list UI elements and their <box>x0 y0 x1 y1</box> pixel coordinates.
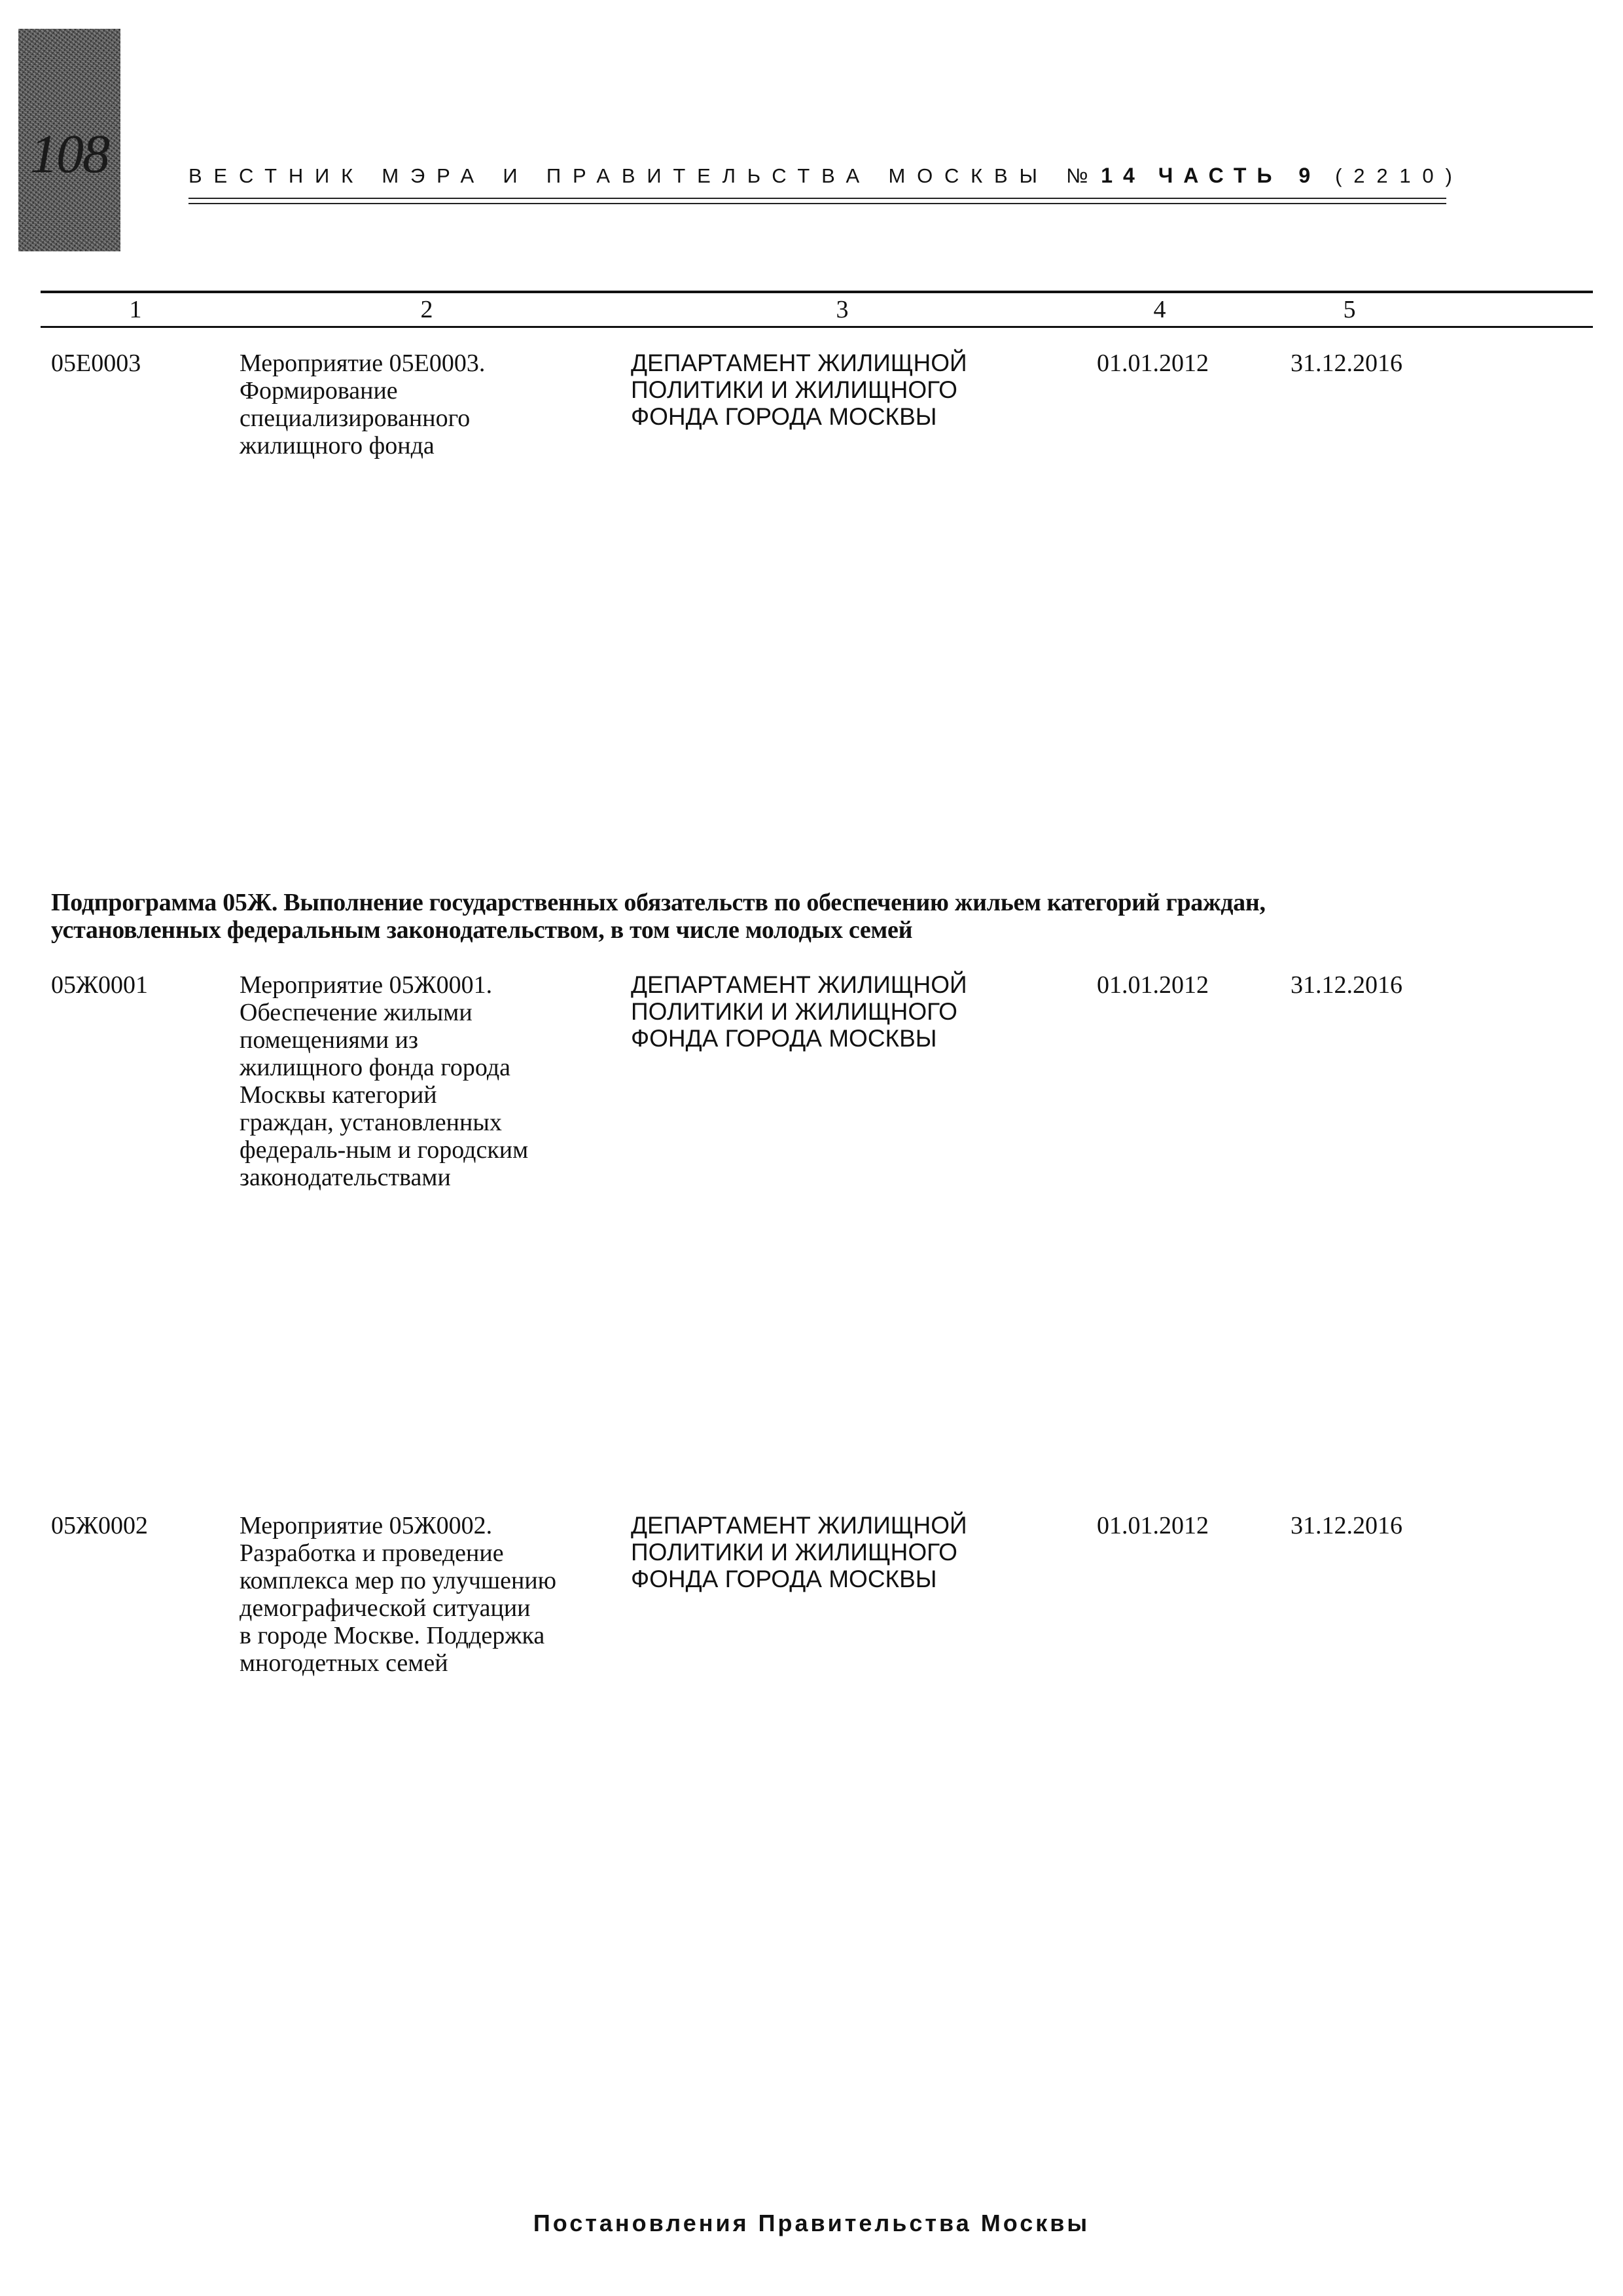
header-divider-second <box>188 203 1446 204</box>
row-end-date: 31.12.2016 <box>1291 350 1402 377</box>
running-title <box>188 164 1464 194</box>
row-activity-name: Мероприятие 05Ж0002. Разработка и проведение комплекса мер по улучшению демографической ситуации в городе Москве. Поддержка многодетных семей <box>240 1512 557 1677</box>
total-issue-number: (2210) <box>1335 164 1464 187</box>
page-number: 108 <box>30 124 109 185</box>
row-start-date: 01.01.2012 <box>1097 350 1209 377</box>
table-header-rule <box>41 326 1593 328</box>
column-header-3: 3 <box>836 296 849 323</box>
row-executor: ДЕПАРТАМЕНТ ЖИЛИЩНОЙ ПОЛИТИКИ И ЖИЛИЩНОГО ФОНДА ГОРОДА МОСКВЫ <box>631 971 967 1052</box>
publication-title: ВЕСТНИК МЭРА И ПРАВИТЕЛЬСТВА МОСКВЫ № <box>188 164 1100 187</box>
row-code: 05Ж0002 <box>51 1512 149 1539</box>
column-header-1: 1 <box>129 296 142 323</box>
row-start-date: 01.01.2012 <box>1097 1512 1209 1539</box>
column-header-4: 4 <box>1153 296 1166 323</box>
header-divider <box>188 198 1446 199</box>
issue-number: 14 <box>1101 164 1145 187</box>
row-start-date: 01.01.2012 <box>1097 971 1209 999</box>
row-code: 05Ж0001 <box>51 971 149 999</box>
section-footer: Постановления Правительства Москвы <box>533 2210 1090 2236</box>
row-end-date: 31.12.2016 <box>1291 971 1402 999</box>
table-top-rule <box>41 291 1593 293</box>
subprogram-heading: Подпрограмма 05Ж. Выполнение государственных обязательств по обеспечению жильем категорий граждан, установленных федеральным законодательством, в том числе молодых семей <box>51 889 1266 944</box>
row-end-date: 31.12.2016 <box>1291 1512 1402 1539</box>
row-code: 05Е0003 <box>51 350 141 377</box>
part-label: ЧАСТЬ 9 <box>1158 164 1321 187</box>
row-executor: ДЕПАРТАМЕНТ ЖИЛИЩНОЙ ПОЛИТИКИ И ЖИЛИЩНОГО ФОНДА ГОРОДА МОСКВЫ <box>631 350 967 430</box>
row-activity-name: Мероприятие 05Ж0001. Обеспечение жилыми помещениями из жилищного фонда города Москвы категорий граждан, установленных федераль-ным и городским законодательствами <box>240 971 529 1191</box>
column-header-5: 5 <box>1343 296 1356 323</box>
row-executor: ДЕПАРТАМЕНТ ЖИЛИЩНОЙ ПОЛИТИКИ И ЖИЛИЩНОГО ФОНДА ГОРОДА МОСКВЫ <box>631 1512 967 1592</box>
page-number-badge <box>18 29 120 251</box>
column-header-2: 2 <box>420 296 433 323</box>
row-activity-name: Мероприятие 05Е0003. Формирование специализированного жилищного фонда <box>240 350 486 459</box>
